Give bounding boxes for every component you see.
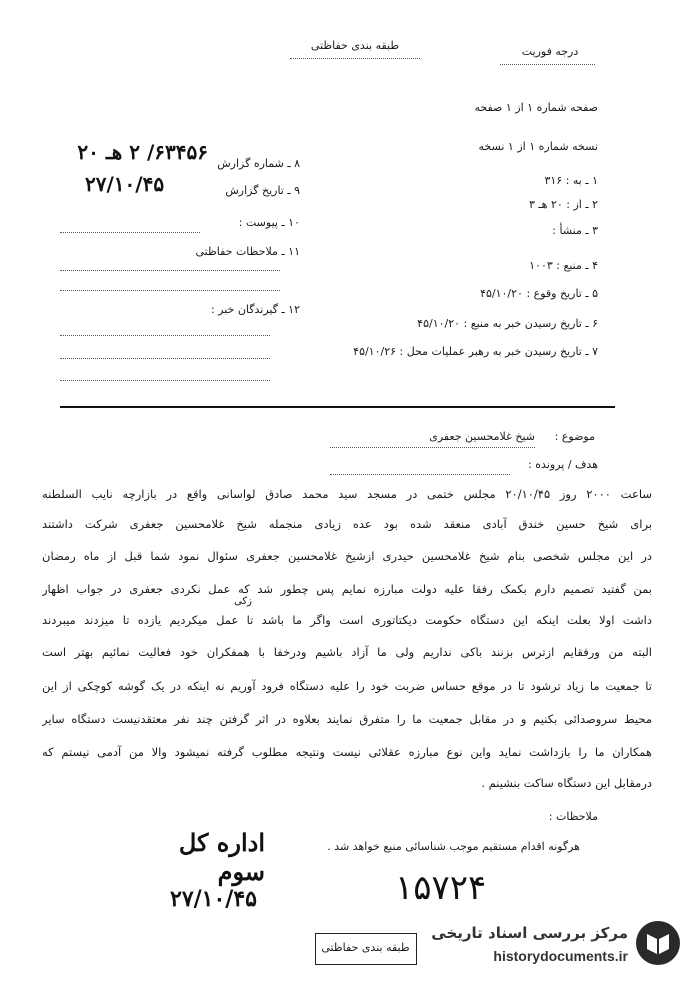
recipients-line-3 [60, 380, 270, 381]
remarks-label: ملاحظات : [548, 810, 598, 823]
report-number-label: ۸ ـ شماره گزارش [217, 157, 300, 170]
body-line: بمن گفتید تصمیم دارم بکمک رفقا علیه دولت مبارزه نمایم پس چطور شد که عمل نکردی جعفری در جواب اظهار [42, 582, 652, 596]
recipients-label: ۱۲ ـ گیرندگان خبر : [210, 303, 300, 316]
handwritten-date: ۲۷/۱۰/۴۵ [170, 886, 257, 912]
report-number-value: ۶۳۴۵۶/ ۲ هـ ۲۰ [77, 140, 208, 164]
field-to: ۱ ـ به : ۳۱۶ [544, 174, 598, 187]
copy-number-field: نسخه شماره ۱ از ۱ نسخه [478, 140, 598, 153]
watermark-url: historydocuments.ir [493, 948, 628, 964]
report-date-label: ۹ ـ تاریخ گزارش [225, 184, 300, 197]
body-line: در این مجلس شخصی بنام شیخ غلامحسین حیدری ازشیخ غلامحسین جعفری سئوال نمود شما قبل از ماه رمضان [42, 549, 652, 563]
handwritten-number: ۱۵۷۲۴ [395, 868, 487, 908]
subject-line [330, 447, 535, 448]
subject-label: موضوع : [554, 430, 595, 443]
field-origin: ۳ ـ منشأ : [552, 224, 598, 237]
stamp-mark: زکی [234, 596, 252, 607]
notes-line-2 [60, 290, 280, 291]
page-number-field: صفحه شماره ۱ از ۱ صفحه [474, 101, 598, 114]
footer-classification-label: طبقه بندی حفاظتی [321, 941, 410, 954]
urgency-label: درجه فوریت [521, 45, 579, 58]
subject-value: شیخ غلامحسین جعفری [429, 430, 535, 443]
body-line: داشت اولا بعلت اینکه این دستگاه حکومت دیکتاتوری است واگر ما باشد تا عمل میکردیم یازده تا میزدند میبردند [42, 613, 652, 627]
body-line: همکاران ما را بازداشت نماید واین نوع مبارزه عقلائی نیست ونتیجه مطلوب گرفته نمیشود والا من آدمی نیستم که [42, 745, 652, 759]
security-notes-label: ۱۱ ـ ملاحظات حفاظتی [195, 245, 300, 258]
attachment-label: ۱۰ ـ پیوست : [238, 216, 300, 229]
attachment-line [60, 232, 200, 233]
field-occurrence-date: ۵ ـ تاریخ وقوع : ۴۵/۱۰/۲۰ [480, 287, 598, 300]
body-line: تا جمعیت ما زیاد ترشود تا در موقع حساس ضربت خود را علیه دستگاه فرود آوریم نه اینکه در یک گوشه کوچکی از این [42, 679, 652, 693]
archive-logo-icon [633, 918, 683, 968]
field-from: ۲ ـ از : ۲۰ هـ ۳ [529, 198, 598, 211]
classification-label: طبقه بندی حفاظتی [310, 39, 400, 52]
body-line: برای شیخ حسین خندق آبادی منعقد شده بود عده زیادی منجمله شیخ غلامحسین جعفری شرکت داشتند [42, 517, 652, 531]
classification-underline [290, 58, 420, 59]
closing-note: هرگونه اقدام مستقیم موجب شناسائی منبع خواهد شد . [327, 840, 580, 853]
body-line: البته من ورفقایم ازترس بزنند باکی نداریم ولی ما آزاد باشیم ودرخفا با همفکران خود فعالیت نمائیم بهتر است [42, 645, 652, 659]
body-line: ساعت ۲۰۰۰ روز ۲۰/۱۰/۴۵ مجلس ختمی در مسجد سید محمد صادق لواسانی واقع در بازارچه نایب السلطنه [42, 487, 652, 501]
recipients-line-1 [60, 335, 270, 336]
goal-label: هدف / پرونده : [528, 458, 598, 471]
notes-line-1 [60, 270, 280, 271]
field-source-received-date: ۶ ـ تاریخ رسیدن خبر به منبع : ۴۵/۱۰/۲۰ [417, 317, 598, 330]
section-divider [60, 406, 615, 408]
recipients-line-2 [60, 358, 270, 359]
field-operation-received-date: ۷ ـ تاریخ رسیدن خبر به رهبر عملیات محل : ۴۵/۱۰/۲۶ [353, 345, 598, 358]
goal-line [330, 474, 510, 475]
body-line: درمقابل این دستگاه ساکت بنشینم . [481, 776, 652, 790]
handwritten-signature: اداره کل سوم [178, 828, 265, 886]
body-line: محیط سروصدائی بکنیم و در مقابل جمعیت ما را متفرق نمایند بعلاوه در اثر گرفتن چند نفر معتقدنیست دستگاه سایر [42, 712, 652, 726]
urgency-underline [500, 64, 595, 65]
report-date-value: ۲۷/۱۰/۴۵ [85, 172, 165, 196]
field-source: ۴ ـ منبع : ۱۰۰۳ [529, 259, 598, 272]
watermark-title: مرکز بررسی اسناد تاریخی [431, 924, 628, 942]
